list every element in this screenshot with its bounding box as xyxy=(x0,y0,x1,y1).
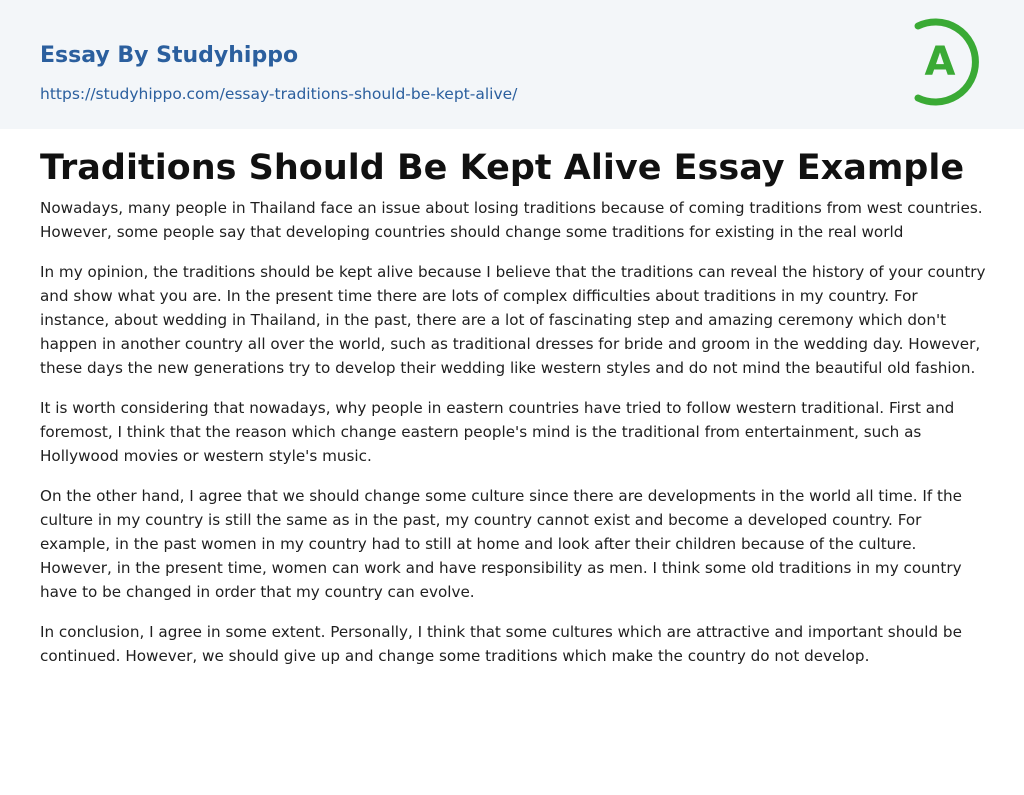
studyhippo-logo-icon[interactable] xyxy=(898,18,986,106)
essay-paragraph: In conclusion, I agree in some extent. Personally, I think that some cultures which are attractive and important should be continued. However, we should give up and change some traditions which make the country do not develop. xyxy=(40,623,962,665)
essay-paragraph: In my opinion, the traditions should be kept alive because I believe that the traditions can reveal the history of your country and show what you are. In the present time there are lots of complex difficulties about traditions in my country. For instance, about wedding in Thailand, in the past, there are a lot of fascinating step and amazing ceremony which don't happen in another country all over the world, such as traditional dresses for bride and groom in the wedding day. However, these days the new generations try to develop their wedding like western styles and do not mind the beautiful old fashion. xyxy=(40,263,986,377)
brand-title[interactable]: Essay By Studyhippo xyxy=(40,43,299,68)
source-url-link[interactable]: https://studyhippo.com/essay-traditions-should-be-kept-alive/ xyxy=(40,85,518,103)
essay-paragraph: Nowadays, many people in Thailand face an issue about losing traditions because of coming traditions from west countries. However, some people say that developing countries should change some traditions for existing in the real world xyxy=(40,199,983,241)
site-header xyxy=(0,0,1024,129)
article xyxy=(40,129,986,684)
logo-letter: A xyxy=(924,39,956,85)
page-title: Traditions Should Be Kept Alive Essay Example xyxy=(40,148,965,188)
essay-paragraph: On the other hand, I agree that we should change some culture since there are developments in the world all time. If the culture in my country is still the same as in the past, my country cannot exist and become a developed country. For example, in the past women in my country had to still at home and look after their children because of the culture. However, in the present time, women can work and have responsibility as men. I think some old traditions in my country have to be changed in order that my country can evolve. xyxy=(40,487,962,601)
essay-paragraph: It is worth considering that nowadays, why people in eastern countries have tried to follow western traditional. First and foremost, I think that the reason which change eastern people's mind is the traditional from entertainment, such as Hollywood movies or western style's music. xyxy=(40,399,955,465)
essay-body xyxy=(40,196,986,668)
